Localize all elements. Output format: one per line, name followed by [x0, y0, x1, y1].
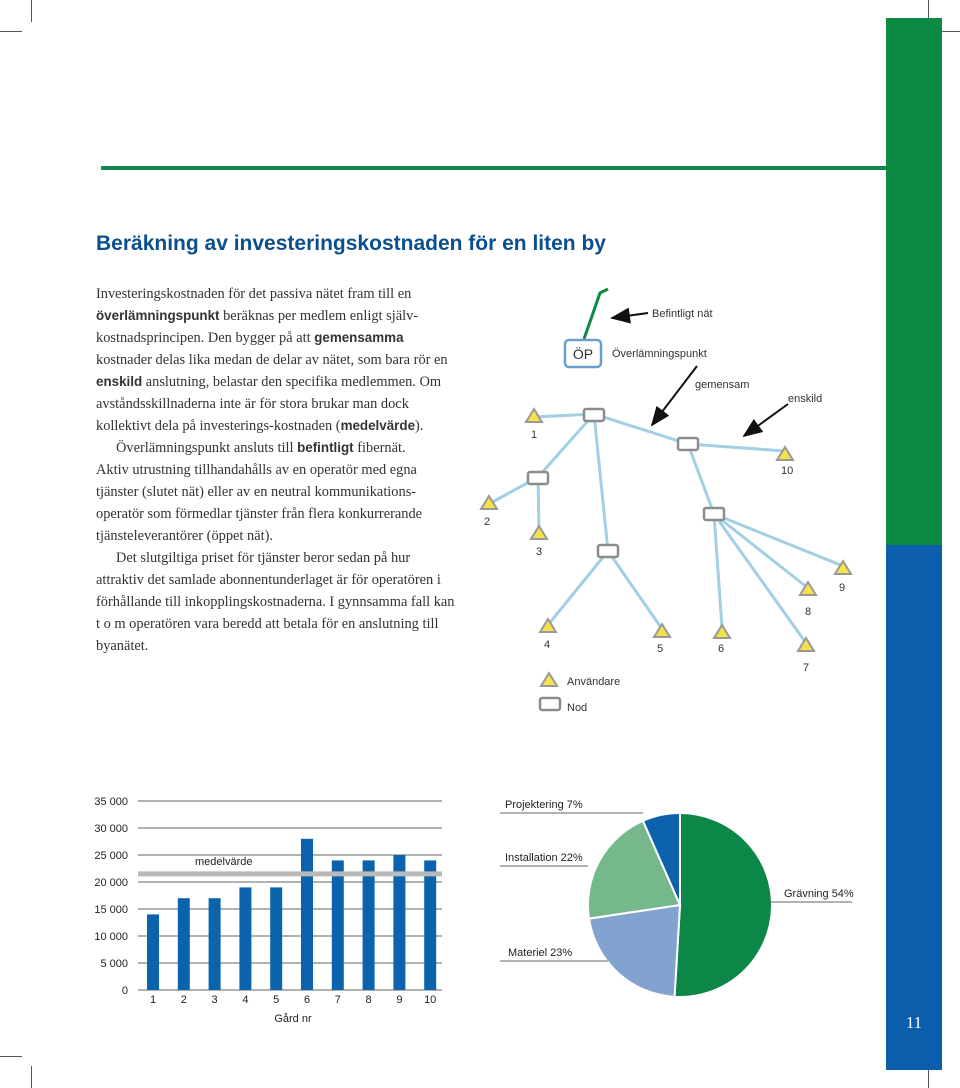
- bar-y-tick-label: 30 000: [94, 823, 128, 835]
- bar-y-tick-label: 25 000: [94, 850, 128, 862]
- bar-x-tick-label: 4: [242, 994, 249, 1006]
- bar-y-tick-label: 15 000: [94, 904, 128, 916]
- individual-label: enskild: [788, 393, 823, 405]
- pie-slice: [675, 813, 772, 997]
- text-run-bold: medelvärde: [340, 418, 416, 433]
- bar-y-tick-label: 35 000: [94, 796, 128, 808]
- user-number-label: 7: [803, 662, 810, 674]
- pie-label: Materiel 23%: [508, 947, 573, 959]
- user-number-label: 5: [657, 643, 664, 655]
- user-number-label: 3: [536, 546, 543, 558]
- text-run-bold: överlämningspunkt: [96, 308, 220, 323]
- shared-label: gemensam: [695, 379, 750, 391]
- bar-y-tick-label: 20 000: [94, 877, 128, 889]
- handover-label: Överlämningspunkt: [612, 348, 707, 360]
- bar-x-tick-label: 1: [149, 994, 157, 1006]
- bar-x-tick-label: 9: [396, 994, 403, 1006]
- pie-label: Installation 22%: [505, 852, 583, 864]
- user-number-label: 2: [484, 516, 491, 528]
- user-number-label: 8: [805, 606, 812, 618]
- text-run: Investeringskostnaden för det passiva nätet fram till en: [96, 286, 412, 302]
- bar-x-tick-label: 2: [180, 994, 187, 1006]
- pie-label: Grävning 54%: [784, 888, 854, 900]
- legend-user-label: Användare: [567, 676, 621, 688]
- text-run-bold: gemensamma: [314, 330, 404, 345]
- bar-y-tick-label: 5 000: [100, 958, 128, 970]
- bar-x-tick-label: 7: [334, 994, 341, 1006]
- user-number-label: 6: [718, 643, 725, 655]
- page-title: Beräkning av investeringskostnaden för en liten by: [96, 232, 606, 255]
- user-number-label: 4: [544, 639, 551, 651]
- pie-slice: [589, 905, 680, 997]
- text-run: kostnader delas lika medan de delar av nätet, som bara rör en: [96, 352, 448, 368]
- user-number-label: 1: [531, 429, 538, 441]
- bar-x-tick-label: 5: [273, 994, 280, 1006]
- paragraph-price: Det slutgiltiga priset för tjänster beror sedan på hur attraktiv det samlade abonnentunderlaget är för operatören i förhållande till inkopplingskostnaderna. I gynnsamma fall kan t o m operatören vara beredd att betala för en anslutning till byanätet.: [96, 550, 455, 654]
- bar-x-tick-label: 3: [211, 994, 218, 1006]
- text-run: beräknas per medlem enligt själv-kostnadsprincipen. Den bygger på att: [96, 308, 419, 346]
- text-run-bold: befintligt: [297, 440, 354, 455]
- mean-label: medelvärde: [195, 855, 253, 868]
- page-number: 11: [905, 1013, 923, 1032]
- text-run: Överlämningspunkt ansluts till: [116, 440, 298, 456]
- pie-label: Projektering 7%: [505, 799, 583, 811]
- bar-x-axis-label: Gård nr: [274, 1013, 312, 1025]
- pie-slices: [588, 813, 772, 997]
- paragraph-active-equipment: Aktiv utrustning tillhandahålls av en operatör med egna tjänster (slutet nät) eller av en neutral kommunikations-operatör som förmedlar tjänster från flera konkurrerande tjänsteleverantörer (öppet nät).: [96, 462, 423, 544]
- text-run-bold: enskild: [96, 374, 143, 389]
- handover-box-label: ÖP: [572, 346, 594, 362]
- bar-y-tick-label: 0: [121, 985, 128, 997]
- text-run: anslutning, belastar den specifika medlemmen. Om avståndsskillnaderna inte är för stora brukar man dock kollektivt dela på investerings-kostnaden (: [96, 374, 442, 434]
- existing-net-label: Befintligt nät: [652, 308, 713, 320]
- legend-node-label: Nod: [567, 702, 588, 714]
- bar-x-tick-label: 10: [424, 994, 437, 1006]
- user-number-label: 10: [781, 465, 794, 477]
- text-run: fibernät.: [353, 440, 406, 456]
- user-number-label: 9: [839, 582, 846, 594]
- bar-x-tick-label: 8: [365, 994, 372, 1006]
- text-run: ).: [415, 418, 424, 434]
- bar-y-tick-label: 10 000: [94, 931, 128, 943]
- bar-x-tick-label: 6: [303, 994, 311, 1006]
